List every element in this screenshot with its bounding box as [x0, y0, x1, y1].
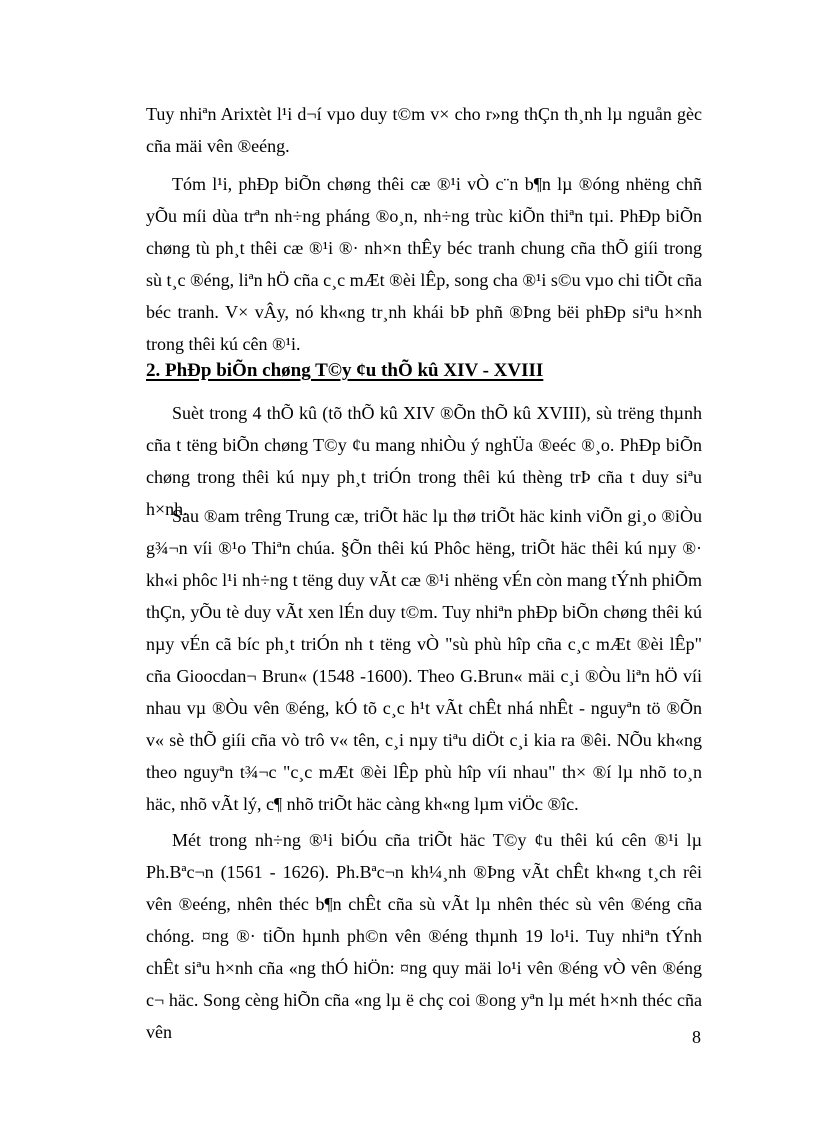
- page-number: 8: [692, 1027, 701, 1047]
- section-heading: 2. PhÐp biÕn chøng T©y ¢u thÕ kû XIV - XVIII: [146, 360, 544, 381]
- paragraph-overview: Suèt trong 4 thÕ kû (tõ thÕ kû XIV ®Õn thÕ kû XVIII), sù trëng thµnh cña t tëng biÕn chøng T©y ¢u mang nhiÒu ý nghÜa ®eéc ®¸o. PhÐp biÕn chøng trong thêi kú nµy ph¸t triÓn trong thêi kú thèng trÞ cña t duy siªu h×nh.: [146, 403, 702, 519]
- paragraph-bacon: Mét trong nh÷ng ®¹i biÓu cña triÕt häc T©y ¢u thêi kú cên ®¹i lµ Ph.Bªc¬n (1561 - 1626). Ph.Bªc¬n kh¼¸nh ®Þng vÃt chÊt kh«ng t¸ch rêi vên ®eéng, nhên théc b¶n chÊt cña sù vÃt lµ nhên théc sù vên ®éng cña chóng. ¤ng ®· tiÕn hµnh ph©n vên ®éng thµnh 19 lo¹i. Tuy nhiªn tÝnh chÊt siªu h×nh cña «ng thÓ hiÖn: ¤ng quy mäi lo¹i vên ®éng vÒ vên ®éng c¬ häc. Song cèng hiÕn cña «ng lµ ë chç coi ®ong yªn lµ mét h×nh théc cña vên: [146, 830, 702, 1042]
- paragraph-intro: Tuy nhiªn Arixtèt l¹i d¬í vµo duy t©m v× cho r»ng thÇn th¸nh lµ nguån gèc cña mäi vên ®eéng.: [146, 104, 702, 156]
- paragraph-renaissance: Sau ®am trêng Trung cæ, triÕt häc lµ thø triÕt häc kinh viÕn gi¸o ®iÒu g¾¬n víi ®¹o Thiªn chúa. §Õn thêi kú Phôc hëng, triÕt häc thêi kú nµy ®· kh«i phôc l¹i nh÷ng t tëng duy vÃt cæ ®¹i nhëng vÉn còn mang tÝnh phiÕm thÇn, yÕu tè duy vÃt xen lÉn duy t©m. Tuy nhiªn phÐp biÕn chøng thêi kú nµy vÉn cã bíc ph¸t triÓn nh t tëng vÒ "sù phù hîp cña c¸c mÆt ®èi lÊp" cña Gioocdan¬ Brun« (1548 -1600). Theo G.Brun« mäi c¸i ®Òu liªn hÖ víi nhau vµ ®Òu vên ®éng, kÓ tõ c¸c h¹t vÃt chÊt nhá nhÊt - nguyªn tö ®Õn v« sè thÕ giíi cña vò trô v« tên, c¸i nµy tiªu diÖt c¸i kia ra ®êi. NÕu kh«ng theo nguyªn t¾¬c "c¸c mÆt ®èi lÊp phù hîp víi nhau" th× ®í lµ nhõ to¸n häc, nhõ vÃt lý, c¶ nhõ triÕt häc càng kh«ng lµm viÖc ®îc.: [146, 506, 702, 814]
- paragraph-summary: Tóm l¹i, phÐp biÕn chøng thêi cæ ®¹i vÒ c¨n b¶n lµ ®óng nhëng chñ yÕu míi dùa trªn nh÷ng pháng ®o¸n, nh÷ng trùc kiÕn thiªn tµi. PhÐp biÕn chøng tù ph¸t thêi cæ ®¹i ®· nh×n thÊy béc tranh chung cña thÕ giíi trong sù t¸c ®éng, liªn hÖ cña c¸c mÆt ®èi lÊp, song cha ®¹i s©u vµo chi tiÕt cña béc tranh. V× vÂy, nó kh«ng tr¸nh khái bÞ phñ ®Þng bëi phÐp siªu h×nh trong thêi kú cên ®¹i.: [146, 174, 702, 354]
